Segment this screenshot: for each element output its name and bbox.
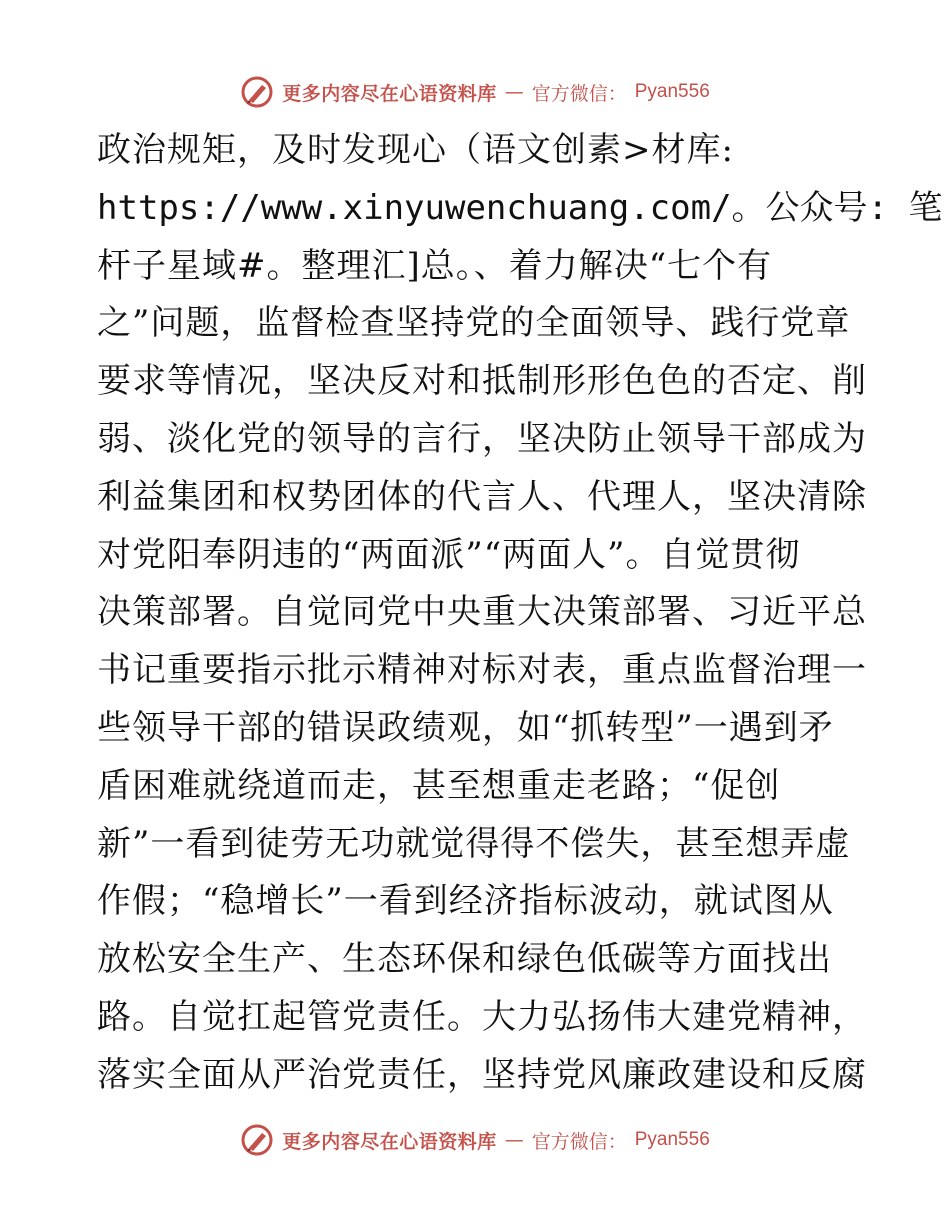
body-line: 决策部署。自觉同党中央重大决策部署、习近平总 xyxy=(97,592,867,633)
body-line: 放松安全生产、生态环保和绿色低碳等方面找出 xyxy=(97,939,832,980)
body-line: 政治规矩，及时发现心（语文创素>材库: xyxy=(97,130,734,170)
body-line: 盾困难就绕道而走，甚至想重走老路；“促创 xyxy=(97,765,781,806)
body-line: https://www.xinyuwenchuang.com/。公众号: 笔 xyxy=(97,187,943,228)
watermark-text: 更多内容尽在心语资料库 xyxy=(282,82,497,105)
body-line: 落实全面从严治党责任，坚持党风廉政建设和反腐 xyxy=(97,1054,867,1095)
document-body xyxy=(97,122,943,1105)
pen-logo-icon xyxy=(240,1123,274,1157)
watermark-wechat-id: Pyan556 xyxy=(634,81,710,102)
pen-logo-icon xyxy=(240,75,274,109)
body-line: 新”一看到徒劳无功就觉得得不偿失，甚至想弄虚 xyxy=(97,823,851,864)
watermark-dash: — xyxy=(504,81,524,103)
body-line: 作假；“稳增长”一看到经济指标波动，就试图从 xyxy=(97,881,834,922)
body-line: 要求等情况，坚决反对和抵制形形色色的否定、削 xyxy=(97,361,867,402)
header-watermark xyxy=(0,72,950,112)
watermark-text: 更多内容尽在心语资料库 xyxy=(282,1130,497,1153)
watermark-label: 官方微信： xyxy=(531,82,627,105)
body-line: 弱、淡化党的领导的言行，坚决防止领导干部成为 xyxy=(97,418,867,459)
footer-watermark xyxy=(0,1120,950,1160)
body-line: 些领导干部的错误政绩观，如“抓转型”一遇到矛 xyxy=(97,707,834,748)
watermark-wechat-id: Pyan556 xyxy=(634,1129,710,1150)
body-line: 利益集团和权势团体的代言人、代理人，坚决清除 xyxy=(97,476,867,517)
body-line: 之”问题，监督检查坚持党的全面领导、践行党章 xyxy=(97,303,851,344)
body-line: 书记重要指示批示精神对标对表，重点监督治理一 xyxy=(97,650,867,691)
body-line: 杆子星域#。整理汇]总。、着力解决“七个有 xyxy=(97,245,773,286)
watermark-label: 官方微信： xyxy=(531,1130,627,1153)
body-line: 路。自觉扛起管党责任。大力弘扬伟大建党精神， xyxy=(97,996,867,1037)
watermark-dash: — xyxy=(504,1129,524,1151)
body-line: 对党阳奉阴违的“两面派”“两面人”。自觉贯彻 xyxy=(97,534,801,575)
